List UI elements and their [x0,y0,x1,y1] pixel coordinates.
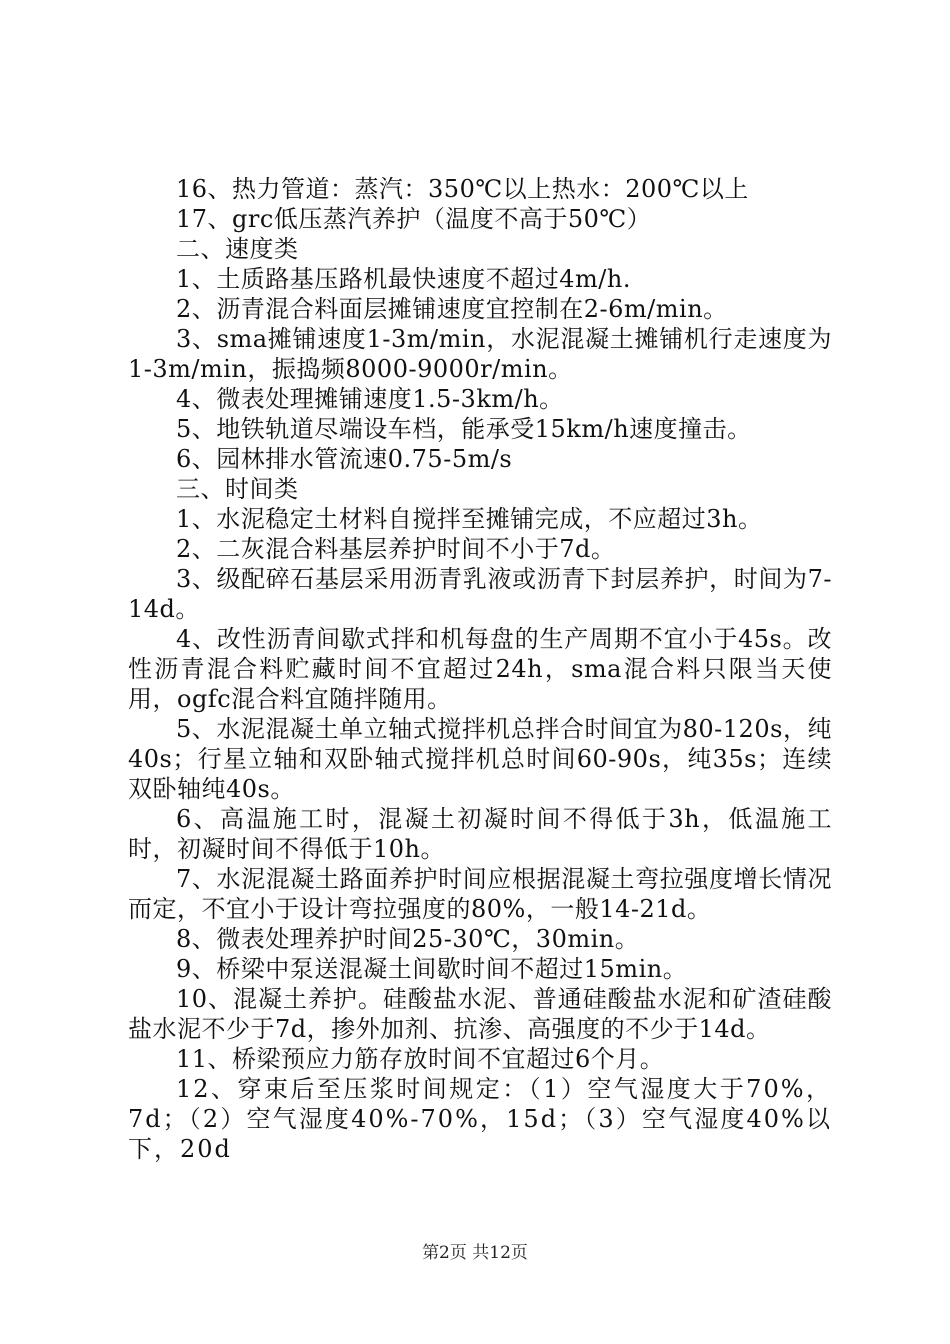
paragraph-time-3: 3、级配碎石基层采用沥青乳液或沥青下封层养护，时间为7-14d。 [128,565,832,623]
paragraph-time-8: 8、微表处理养护时间25-30℃，30min。 [176,925,640,953]
document-body [128,174,832,1164]
paragraph-speed-3: 3、sma摊铺速度1-3m/min，水泥混凝土摊铺机行走速度为1-3m/min，振捣频8000-9000r/min。 [128,325,832,383]
paragraph-time-2: 2、二灰混合料基层养护时间不小于7d。 [176,535,616,563]
paragraph-heat-pipe: 16、热力管道：蒸汽：350℃以上热水：200℃以上 [176,175,749,203]
paragraph-speed-6: 6、园林排水管流速0.75-5m/s [176,445,513,473]
section-heading-time: 三、时间类 [176,475,299,503]
paragraph-time-6: 6、高温施工时，混凝土初凝时间不得低于3h，低温施工时，初凝时间不得低于10h。 [128,805,832,863]
paragraph-time-10: 10、混凝土养护。硅酸盐水泥、普通硅酸盐水泥和矿渣硅酸盐水泥不少于7d，掺外加剂、抗渗、高强度的不少于14d。 [128,985,832,1043]
paragraph-time-11: 11、桥梁预应力筋存放时间不宜超过6个月。 [176,1045,665,1073]
paragraph-speed-5: 5、地铁轨道尽端设车档，能承受15km/h速度撞击。 [176,415,752,443]
paragraph-speed-4: 4、微表处理摊铺速度1.5-3km/h。 [176,385,564,413]
page-footer: 第2页 共12页 [422,1243,528,1263]
paragraph-speed-2: 2、沥青混合料面层摊铺速度宜控制在2-6m/min。 [176,295,728,323]
paragraph-time-12: 12、穿束后至压浆时间规定：（1）空气湿度大于70%，7d；（2）空气湿度40%-70%，15d；（3）空气湿度40%以下，20d [128,1075,832,1163]
paragraph-time-5: 5、水泥混凝土单立轴式搅拌机总拌合时间宜为80-120s，纯40s；行星立轴和双卧轴式搅拌机总时间60-90s，纯35s；连续双卧轴纯40s。 [128,715,832,803]
section-heading-speed: 二、速度类 [176,235,299,263]
paragraph-grc-curing: 17、grc低压蒸汽养护（温度不高于50℃） [176,205,652,233]
paragraph-time-1: 1、水泥稳定土材料自搅拌至摊铺完成，不应超过3h。 [176,505,763,533]
paragraph-time-4: 4、改性沥青间歇式拌和机每盘的生产周期不宜小于45s。改性沥青混合料贮藏时间不宜超过24h，sma混合料只限当天使用，ogfc混合料宜随拌随用。 [128,625,832,713]
paragraph-time-9: 9、桥梁中泵送混凝土间歇时间不超过15min。 [176,955,688,983]
paragraph-speed-1: 1、土质路基压路机最快速度不超过4m/h. [176,265,631,293]
paragraph-time-7: 7、水泥混凝土路面养护时间应根据混凝土弯拉强度增长情况而定，不宜小于设计弯拉强度的80%，一般14-21d。 [128,865,832,923]
